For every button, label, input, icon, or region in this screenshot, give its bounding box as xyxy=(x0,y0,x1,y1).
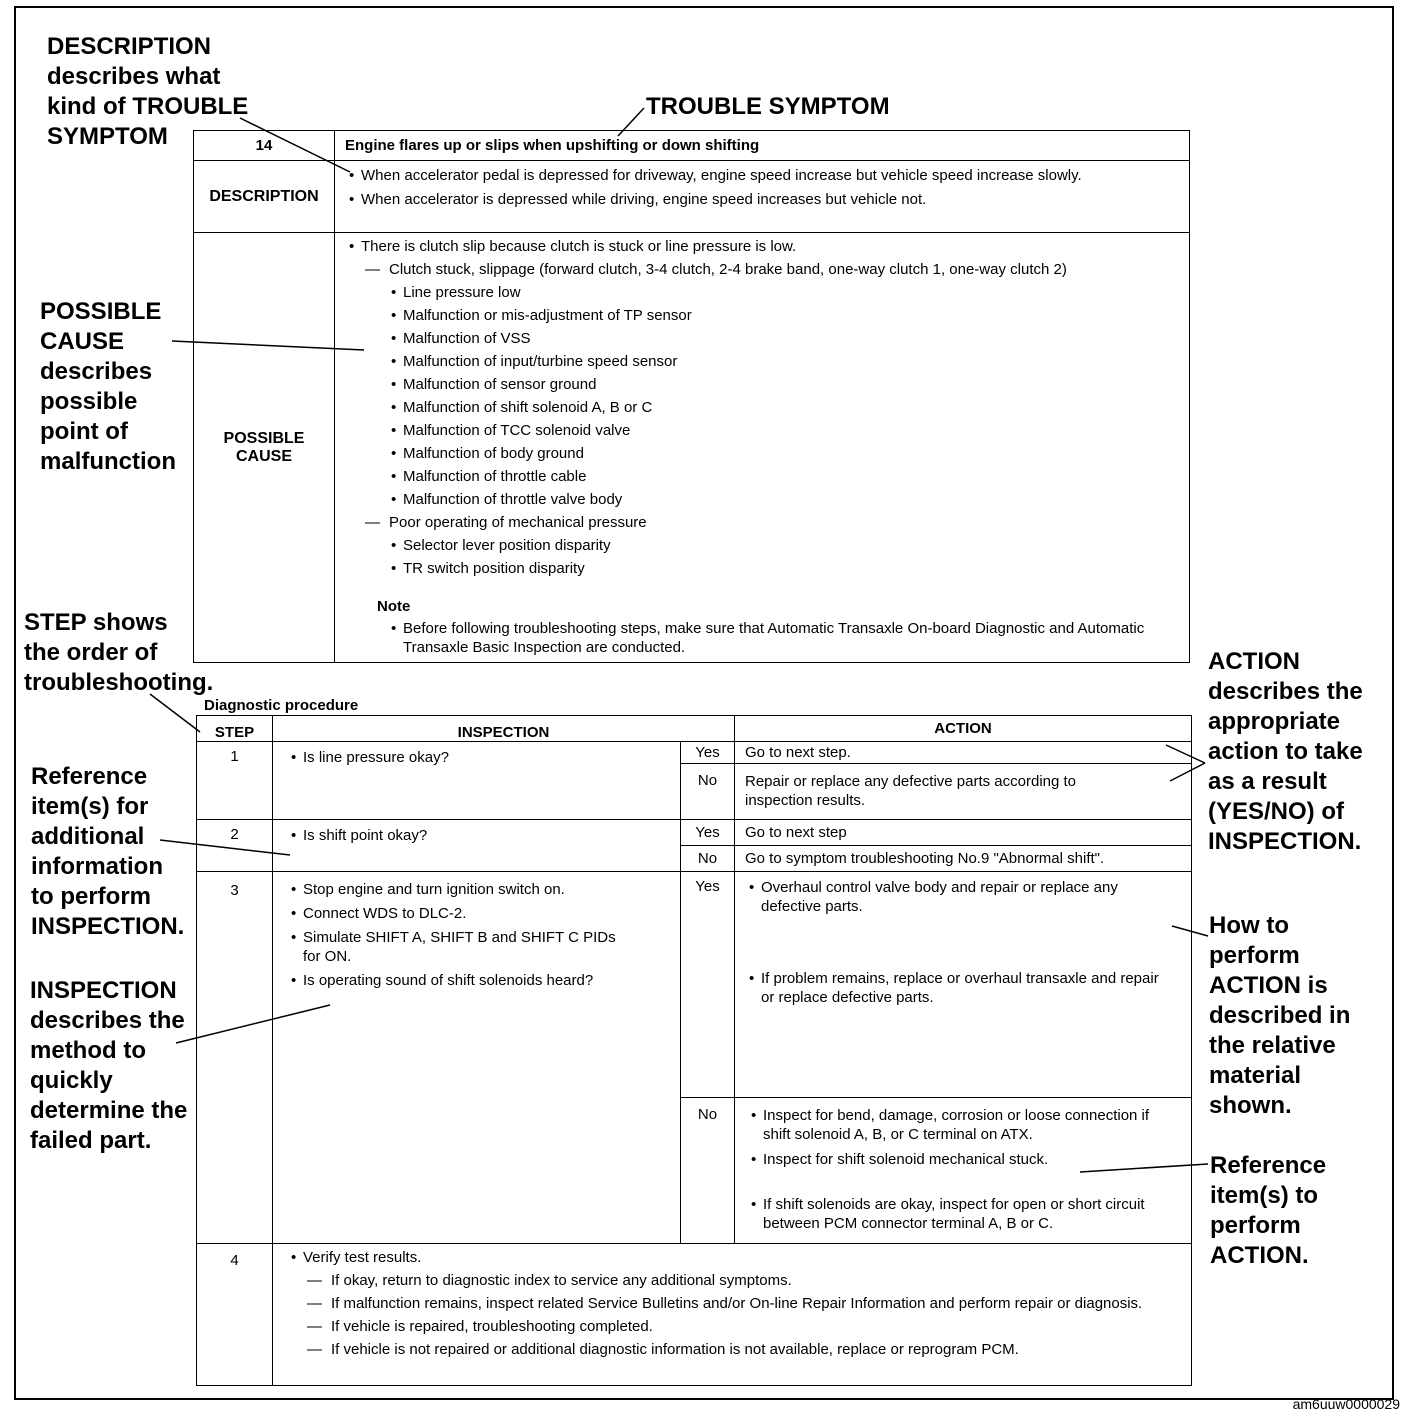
step4-item: — If vehicle is not repaired or additional diagnostic information is not available, replace or reprogram PCM. xyxy=(301,1340,1151,1359)
step4-item: — If okay, return to diagnostic index to service any additional symptoms. xyxy=(301,1271,1151,1290)
callout-trouble-symptom: TROUBLE SYMPTOM xyxy=(646,93,890,120)
no-action: Go to symptom troubleshooting No.9 "Abnormal shift". xyxy=(735,846,1192,872)
step-number: 3 xyxy=(197,872,273,1244)
step-number: 4 xyxy=(197,1244,273,1386)
description-item: • When accelerator is depressed while driving, engine speed increases but vehicle not. xyxy=(347,190,1109,209)
cause-item: • Malfunction of sensor ground xyxy=(389,375,1149,394)
symptom-title: Engine flares up or slips when upshifting or down shifting xyxy=(335,131,1190,161)
cause-item: • Malfunction of throttle cable xyxy=(389,467,1149,486)
header-action: ACTION xyxy=(735,716,1192,742)
no-action xyxy=(735,1098,1192,1244)
cause-item: • TR switch position disparity xyxy=(389,559,1149,578)
step-number: 2 xyxy=(197,820,273,872)
step4-content xyxy=(273,1244,1192,1386)
callout-inspection: INSPECTION describes the method to quickly determine the failed part. xyxy=(30,977,188,1154)
cause-item: • Selector lever position disparity xyxy=(389,536,1149,555)
figure-code: am6uuw0000029 xyxy=(1292,1396,1400,1412)
cause-item: • Malfunction of VSS xyxy=(389,329,1149,348)
callout-reference-action: Reference item(s) to perform ACTION. xyxy=(1210,1152,1327,1269)
step4-intro: • Verify test results. xyxy=(289,1248,1151,1267)
cause-group-list xyxy=(389,536,1149,578)
inspection-item: • Is shift point okay? xyxy=(289,826,670,845)
inspection-item: • Is operating sound of shift solenoids heard? xyxy=(289,971,630,990)
procedure-table xyxy=(196,715,1192,1386)
yes-label: Yes xyxy=(681,872,735,1098)
inspection-item: • Stop engine and turn ignition switch on. xyxy=(289,880,630,899)
cause-group-list xyxy=(389,283,1149,509)
step-number: 1 xyxy=(197,742,273,820)
action-item: • If shift solenoids are okay, inspect for open or short circuit between PCM connector terminal A, B or C. xyxy=(749,1195,1171,1233)
callout-step: STEP shows the order of troubleshooting. xyxy=(24,609,214,696)
cause-group-title: — Clutch stuck, slippage (forward clutch, 3-4 clutch, 2-4 brake band, one-way clutch 1, one-way clutch 2) xyxy=(359,260,1149,279)
step-inspection xyxy=(273,742,681,820)
cause-item: • Malfunction of shift solenoid A, B or C xyxy=(389,398,1149,417)
description-label: DESCRIPTION xyxy=(194,161,335,233)
no-label: No xyxy=(681,1098,735,1244)
step4-item: — If vehicle is repaired, troubleshooting completed. xyxy=(301,1317,1151,1336)
procedure-title: Diagnostic procedure xyxy=(204,697,359,714)
cause-intro: • There is clutch slip because clutch is stuck or line pressure is low. xyxy=(347,237,1149,256)
note-label: Note xyxy=(377,598,411,615)
action-item: • Inspect for shift solenoid mechanical stuck. xyxy=(749,1150,1171,1169)
yes-action: Go to next step. xyxy=(735,742,1192,764)
no-label: No xyxy=(681,846,735,872)
callout-how-to-action: How to perform ACTION is described in the relative material shown. xyxy=(1209,912,1351,1119)
possible-cause-label: POSSIBLE CAUSE xyxy=(194,233,335,663)
cause-item: • Line pressure low xyxy=(389,283,1149,302)
yes-label: Yes xyxy=(681,742,735,764)
step-inspection xyxy=(273,820,681,872)
symptom-number: 14 xyxy=(194,131,335,161)
yes-label: Yes xyxy=(681,820,735,846)
description-cell xyxy=(335,161,1190,233)
action-item: • If problem remains, replace or overhaul transaxle and repair or replace defective parts. xyxy=(747,969,1171,1007)
action-item: • Overhaul control valve body and repair or replace any defective parts. xyxy=(747,878,1171,916)
yes-action xyxy=(735,872,1192,1098)
inspection-item: • Is line pressure okay? xyxy=(289,748,670,767)
step-inspection xyxy=(273,872,681,1244)
inspection-item: • Connect WDS to DLC-2. xyxy=(289,904,630,923)
action-item: • Inspect for bend, damage, corrosion or loose connection if shift solenoid A, B, or C terminal on ATX. xyxy=(749,1106,1171,1144)
callout-possible-cause: POSSIBLE CAUSE describes possible point of malfunction xyxy=(40,298,176,475)
callout-reference-inspection: Reference item(s) for additional information to perform INSPECTION. xyxy=(31,763,185,940)
possible-cause-cell xyxy=(335,233,1190,663)
no-label: No xyxy=(681,764,735,820)
cause-item: • Malfunction of TCC solenoid valve xyxy=(389,421,1149,440)
inspection-item: • Simulate SHIFT A, SHIFT B and SHIFT C PIDs for ON. xyxy=(289,928,630,966)
callout-action: ACTION describes the appropriate action to take as a result (YES/NO) of INSPECTION. xyxy=(1208,648,1363,855)
note-text: • Before following troubleshooting steps, make sure that Automatic Transaxle On-board Diagnostic and Automatic Transaxle Basic Inspection are conducted. xyxy=(389,619,1149,657)
cause-item: • Malfunction or mis-adjustment of TP sensor xyxy=(389,306,1149,325)
cause-item: • Malfunction of input/turbine speed sensor xyxy=(389,352,1149,371)
header-inspection: INSPECTION xyxy=(273,716,735,742)
symptom-table xyxy=(193,130,1190,663)
cause-item: • Malfunction of throttle valve body xyxy=(389,490,1149,509)
no-action: Repair or replace any defective parts according to inspection results. xyxy=(735,764,1192,820)
header-step: STEP xyxy=(197,716,273,742)
step4-item: — If malfunction remains, inspect related Service Bulletins and/or On-line Repair Information and perform repair or diagnosis. xyxy=(301,1294,1151,1313)
cause-item: • Malfunction of body ground xyxy=(389,444,1149,463)
cause-group-title: — Poor operating of mechanical pressure xyxy=(359,513,1149,532)
description-item: • When accelerator pedal is depressed for driveway, engine speed increase but vehicle speed increase slowly. xyxy=(347,166,1109,185)
yes-action: Go to next step xyxy=(735,820,1192,846)
callout-description: DESCRIPTION describes what kind of TROUBLE SYMPTOM xyxy=(47,33,249,150)
